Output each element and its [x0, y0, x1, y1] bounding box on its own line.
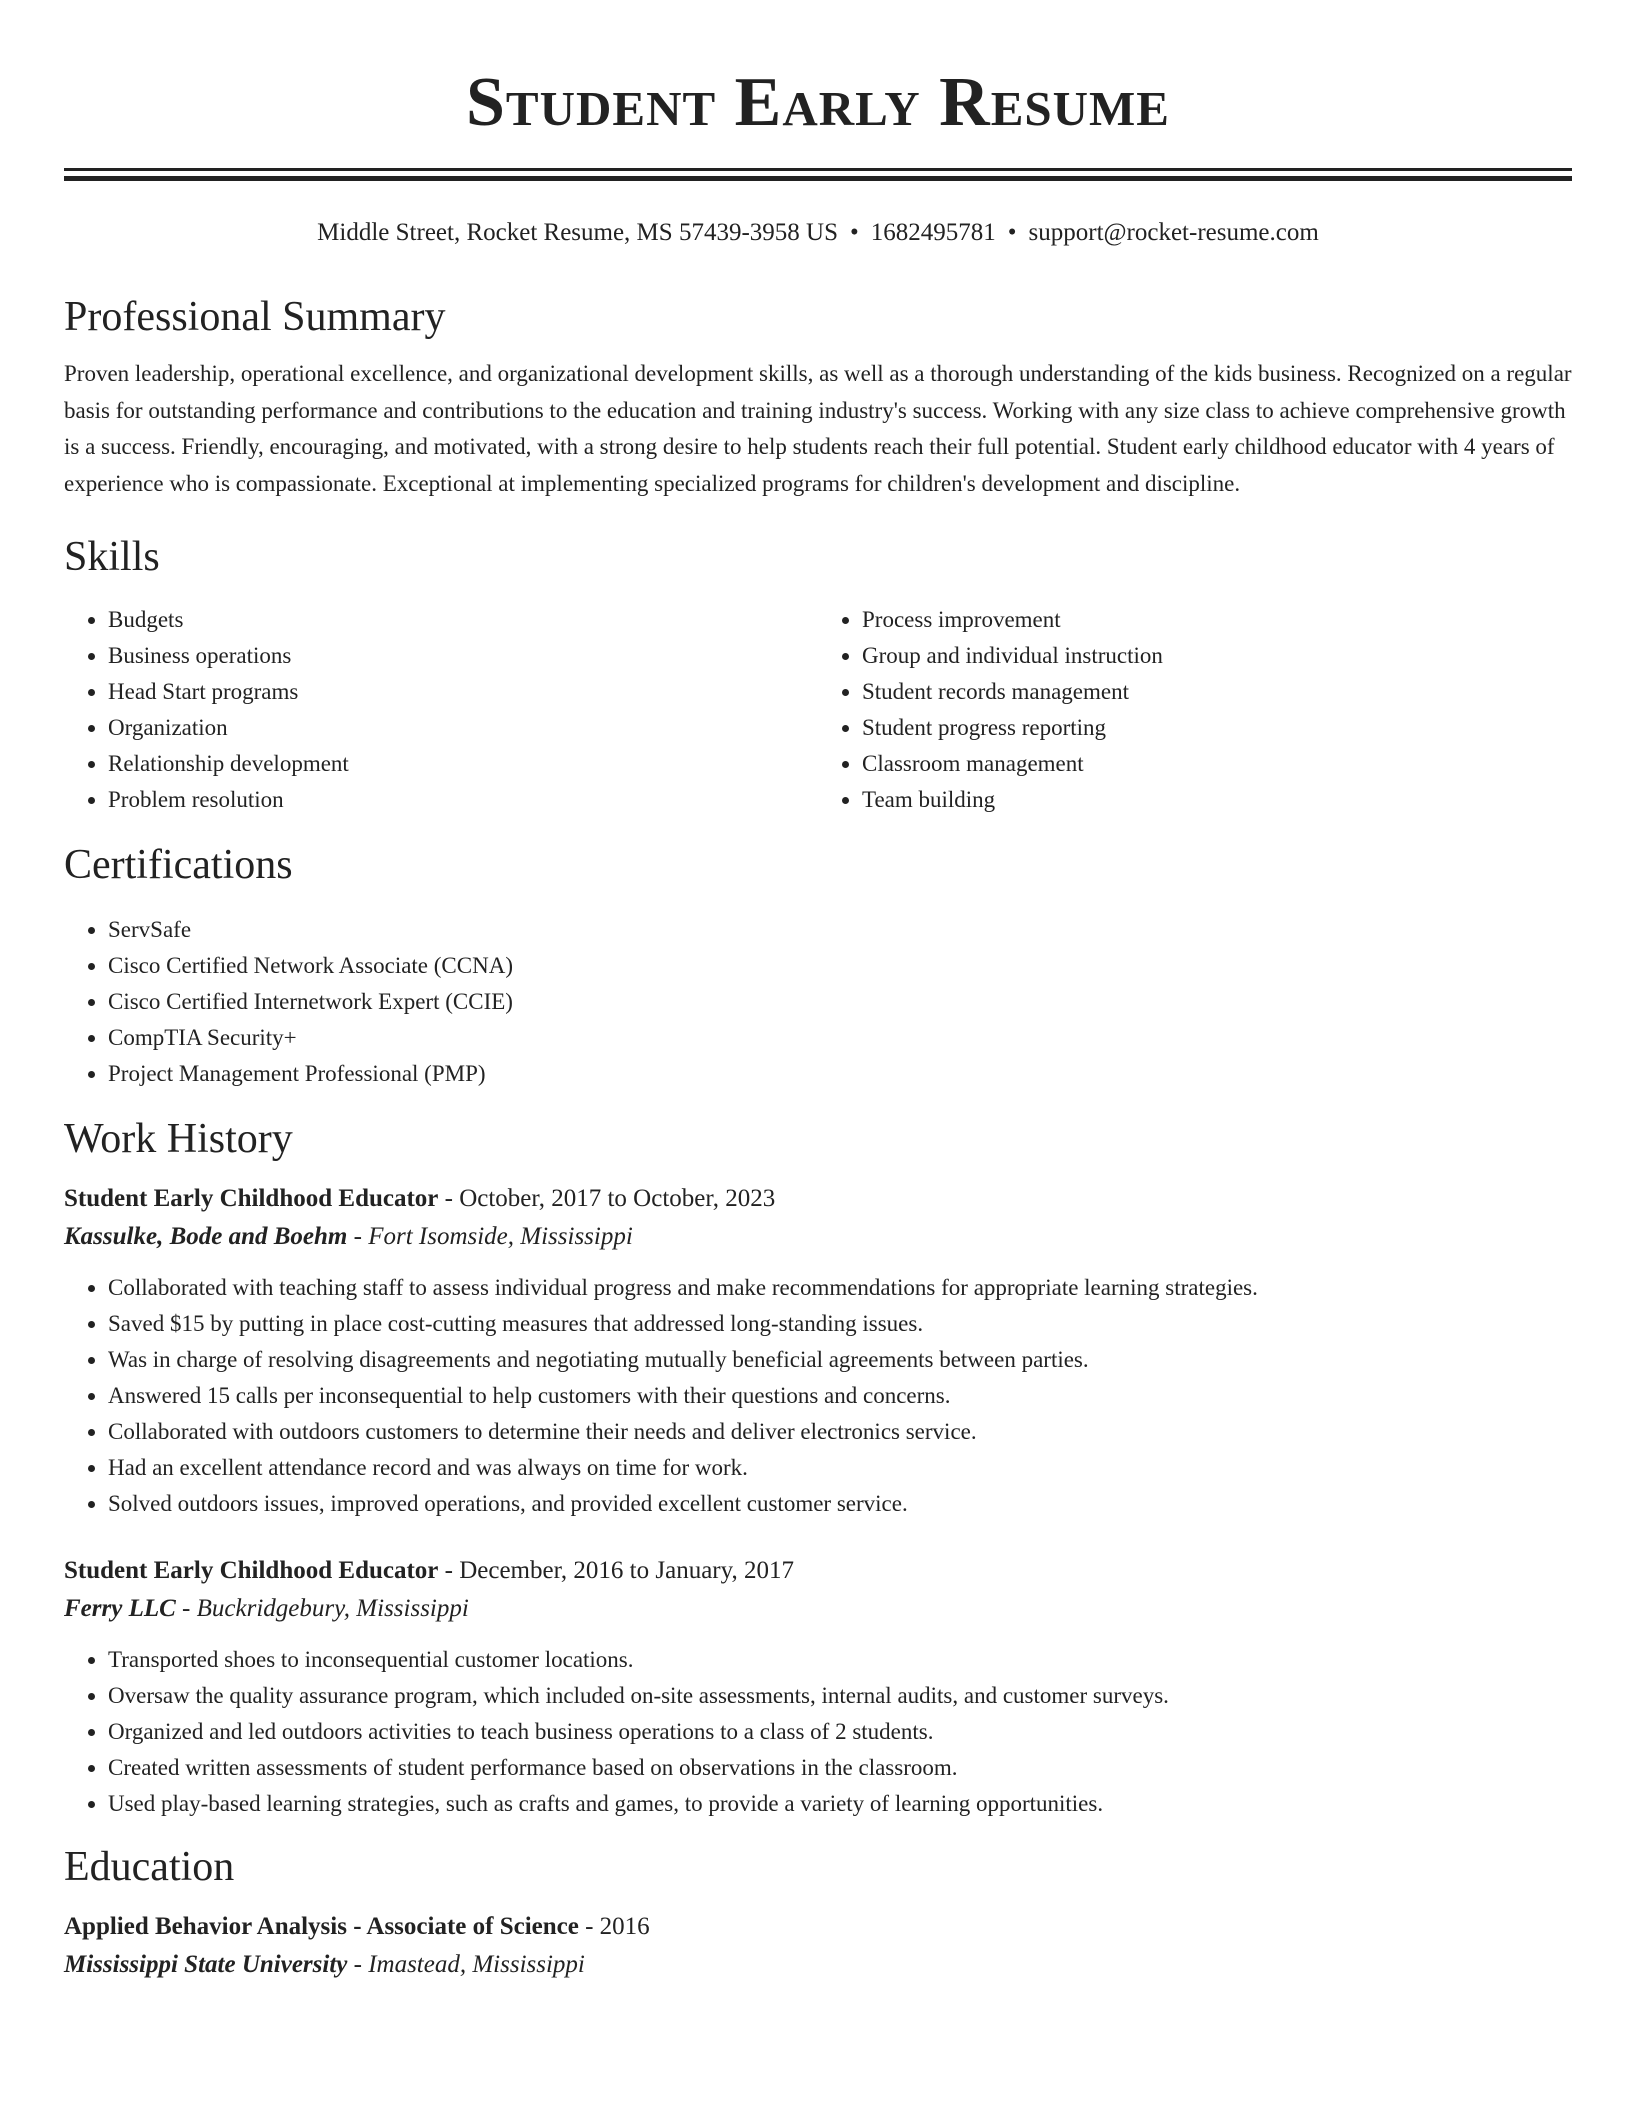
job-company: Kassulke, Bode and Boehm	[64, 1223, 348, 1250]
education-school: Mississippi State University	[64, 1951, 348, 1978]
contact-separator: •	[1007, 219, 1017, 246]
skill-item: • Budgets	[108, 602, 818, 638]
job-bullet: • Collaborated with teaching staff to assess individual progress and make recommendations for appropriate learning strategies.	[108, 1270, 1572, 1306]
job-bullet: • Was in charge of resolving disagreements and negotiating mutually beneficial agreements between parties.	[108, 1342, 1572, 1378]
job-employer	[64, 1218, 1572, 1256]
job-location: - Buckridgebury, Mississippi	[175, 1595, 469, 1622]
certifications-list	[64, 912, 1572, 1092]
contact-separator: •	[849, 219, 859, 246]
job-bullet: • Oversaw the quality assurance program, which included on-site assessments, internal audits, and customer surveys.	[108, 1678, 1572, 1714]
job-entry	[64, 1180, 1572, 1522]
job-location: - Fort Isomside, Mississippi	[347, 1223, 633, 1250]
skill-item: • Group and individual instruction	[862, 638, 1572, 674]
education-school-line	[64, 1946, 1572, 1984]
title-double-rule	[64, 168, 1572, 180]
job-bullets	[64, 1270, 1572, 1522]
education-degree-line	[64, 1908, 1572, 1946]
skills-column-left	[64, 602, 818, 818]
job-bullet: • Answered 15 calls per inconsequential to help customers with their questions and concerns.	[108, 1378, 1572, 1414]
rule-thick-line	[64, 176, 1572, 181]
job-bullet: • Collaborated with outdoors customers to determine their needs and deliver electronics service.	[108, 1414, 1572, 1450]
education-degree: Applied Behavior Analysis - Associate of Science	[64, 1913, 579, 1940]
skills-list	[64, 602, 1572, 818]
job-entry	[64, 1552, 1572, 1822]
job-dates: - December, 2016 to January, 2017	[438, 1557, 794, 1584]
job-employer	[64, 1590, 1572, 1628]
certification-item: • ServSafe	[108, 912, 1572, 948]
certification-item: • Cisco Certified Internetwork Expert (CCIE)	[108, 984, 1572, 1020]
skill-item: • Relationship development	[108, 746, 818, 782]
skill-item: • Problem resolution	[108, 782, 818, 818]
skill-item: • Student records management	[862, 674, 1572, 710]
education-heading: Education	[64, 1844, 235, 1890]
job-title: Student Early Childhood Educator	[64, 1185, 439, 1212]
work-history-heading: Work History	[64, 1116, 293, 1162]
skill-item: • Process improvement	[862, 602, 1572, 638]
resume-page	[64, 0, 1572, 1984]
certification-item: • Cisco Certified Network Associate (CCNA)	[108, 948, 1572, 984]
rule-thin-line	[64, 168, 1572, 171]
resume-title: Student Early Resume	[466, 64, 1170, 141]
skill-item: • Head Start programs	[108, 674, 818, 710]
skills-heading: Skills	[64, 534, 160, 580]
job-bullet: • Created written assessments of student performance based on observations in the classroom.	[108, 1750, 1572, 1786]
contact-email: support@rocket-resume.com	[1028, 219, 1319, 246]
certification-item: • Project Management Professional (PMP)	[108, 1056, 1572, 1092]
certifications-heading: Certifications	[64, 842, 293, 888]
summary-text: Proven leadership, operational excellence, and organizational development skills, as well as a thorough understanding of the kids business. Recognized on a regular basis for outstanding performance and contributions to the education and training industry's success. Working with any size class to achieve comprehensive growth is a success. Friendly, encouraging, and motivated, with a strong desire to help students reach their full potential. Student early childhood educator with 4 years of experience who is compassionate. Exceptional at implementing specialized programs for children's development and discipline.	[64, 361, 1572, 496]
skills-column-right	[818, 602, 1572, 818]
job-bullet: • Transported shoes to inconsequential customer locations.	[108, 1642, 1572, 1678]
contact-line	[64, 218, 1572, 248]
job-dates: - October, 2017 to October, 2023	[438, 1185, 776, 1212]
skill-item: • Business operations	[108, 638, 818, 674]
job-header	[64, 1180, 1572, 1218]
job-bullet: • Solved outdoors issues, improved operations, and provided excellent customer service.	[108, 1486, 1572, 1522]
job-bullet: • Saved $15 by putting in place cost-cutting measures that addressed long-standing issues.	[108, 1306, 1572, 1342]
summary-heading: Professional Summary	[64, 294, 446, 340]
contact-address: Middle Street, Rocket Resume, MS 57439-3958 US	[317, 219, 838, 246]
skill-item: • Organization	[108, 710, 818, 746]
certification-item: • CompTIA Security+	[108, 1020, 1572, 1056]
education-entry	[64, 1908, 1572, 1984]
job-bullet: • Organized and led outdoors activities to teach business operations to a class of 2 students.	[108, 1714, 1572, 1750]
job-bullet: • Used play-based learning strategies, such as crafts and games, to provide a variety of learning opportunities.	[108, 1786, 1572, 1822]
job-company: Ferry LLC	[64, 1595, 176, 1622]
skill-item: • Team building	[862, 782, 1572, 818]
job-title: Student Early Childhood Educator	[64, 1557, 439, 1584]
job-bullets	[64, 1642, 1572, 1822]
contact-phone: 1682495781	[870, 219, 996, 246]
education-year: - 2016	[578, 1913, 650, 1940]
skill-item: • Student progress reporting	[862, 710, 1572, 746]
skill-item: • Classroom management	[862, 746, 1572, 782]
education-location: - Imastead, Mississippi	[347, 1951, 585, 1978]
job-bullet: • Had an excellent attendance record and was always on time for work.	[108, 1450, 1572, 1486]
job-header	[64, 1552, 1572, 1590]
